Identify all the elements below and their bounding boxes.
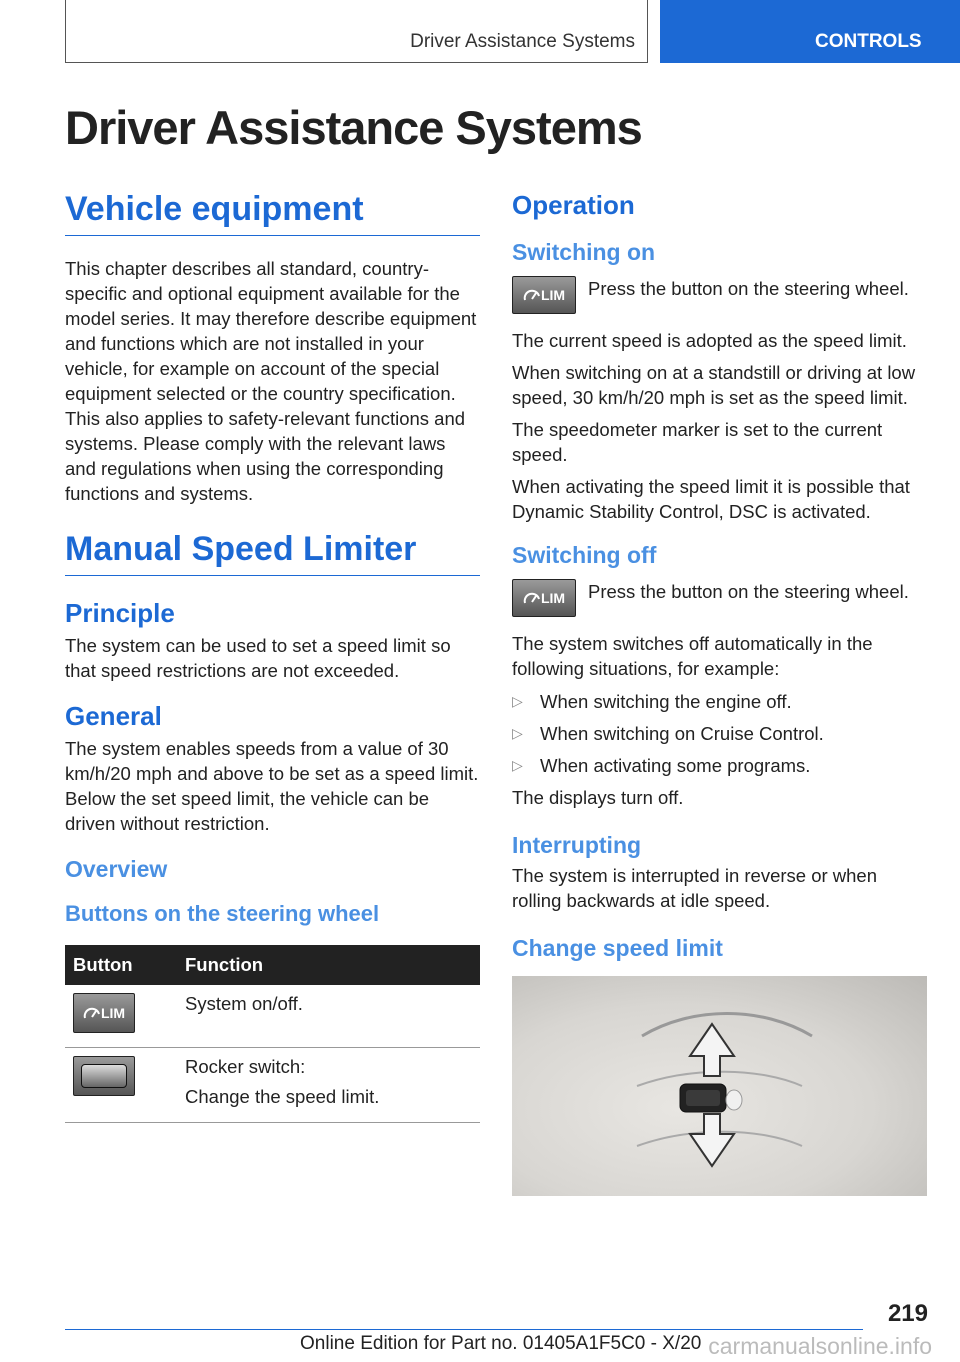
vehicle-equipment-heading: Vehicle equipment [65, 190, 480, 236]
operation-heading: Operation [512, 190, 635, 220]
header-tab-label: CONTROLS [815, 31, 922, 52]
buttons-table [65, 945, 480, 1123]
paragraph: The speedometer marker is set to the current speed. [512, 419, 883, 465]
vehicle-equipment-text: This chapter describes all standard, country-specific and optional equipment available for the model series. It may therefore describe equipment and functions which are not installed in your vehicle, for example on account of the special equipment selected or the country specification. This also applies to safety-relevant functions and systems. Please comply with the relevant laws and regulations when using the corresponding functions and systems. [65, 258, 477, 504]
paragraph: The system switches off automatically in the following situations, for example: [512, 633, 873, 679]
interrupting-heading: Interrupting [512, 832, 642, 858]
manual-speed-limiter-heading: Manual Speed Limiter [65, 530, 480, 576]
switching-off-caption: Press the button on the steering wheel. [588, 581, 909, 602]
list-item: ▷ When switching on Cruise Control. [512, 723, 824, 744]
footer-edition: Online Edition for Part no. 01405A1F5C0 - X/20 [300, 1333, 702, 1354]
general-heading: General [65, 701, 162, 731]
header-section-box [65, 0, 648, 63]
paragraph: When switching on at a standstill or driving at low speed, 30 km/h/20 mph is set as the speed limit. [512, 362, 916, 408]
lim-button-icon: LIM [512, 579, 576, 617]
situations-list [512, 689, 927, 778]
buttons-subheading: Buttons on the steering wheel [65, 901, 380, 926]
change-speed-limit-heading: Change speed limit [512, 935, 723, 961]
table-row [65, 985, 480, 1048]
page-number: 219 [887, 1300, 928, 1327]
principle-text: The system can be used to set a speed limit so that speed restrictions are not exceeded. [65, 635, 451, 681]
paragraph: When activating the speed limit it is possible that Dynamic Stability Control, DSC is activated. [512, 476, 910, 522]
steering-wheel-photo [512, 976, 927, 1196]
watermark: carmanualsonline.info [708, 1333, 932, 1359]
function-text: Change the speed limit. [185, 1086, 380, 1107]
function-text: Rocker switch: [185, 1056, 306, 1077]
paragraph: The current speed is adopted as the speed limit. [512, 330, 907, 351]
general-text: The system enables speeds from a value of 30 km/h/20 mph and above to be set as a speed limit. Below the set speed limit, the vehicle can be driven without restriction. [65, 738, 479, 834]
page-title: Driver Assistance Systems [65, 101, 642, 154]
table-row [65, 1048, 480, 1123]
triangle-bullet-icon: ▷ [512, 725, 523, 741]
overview-heading: Overview [65, 856, 168, 882]
switching-on-caption: Press the button on the steering wheel. [588, 278, 909, 299]
triangle-bullet-icon: ▷ [512, 757, 523, 773]
lim-button-icon: LIM [73, 993, 135, 1033]
switching-on-heading: Switching on [512, 239, 656, 265]
list-item: ▷ When switching the engine off. [512, 691, 792, 712]
list-item: ▷ When activating some programs. [512, 755, 811, 776]
header-tab[interactable] [660, 0, 960, 63]
table-header-function: Function [177, 945, 480, 985]
footer-divider [65, 1329, 863, 1330]
principle-heading: Principle [65, 598, 175, 628]
header-section-title: Driver Assistance Systems [410, 31, 635, 52]
right-column [512, 190, 927, 1196]
triangle-bullet-icon: ▷ [512, 693, 523, 709]
table-header-button: Button [65, 945, 177, 985]
lim-button-icon: LIM [512, 276, 576, 314]
function-text: System on/off. [185, 993, 303, 1014]
interrupting-text: The system is interrupted in reverse or when rolling backwards at idle speed. [512, 865, 878, 911]
paragraph: The displays turn off. [512, 787, 684, 808]
switching-off-heading: Switching off [512, 542, 657, 568]
left-column [65, 190, 480, 1123]
rocker-switch-icon [73, 1056, 135, 1096]
